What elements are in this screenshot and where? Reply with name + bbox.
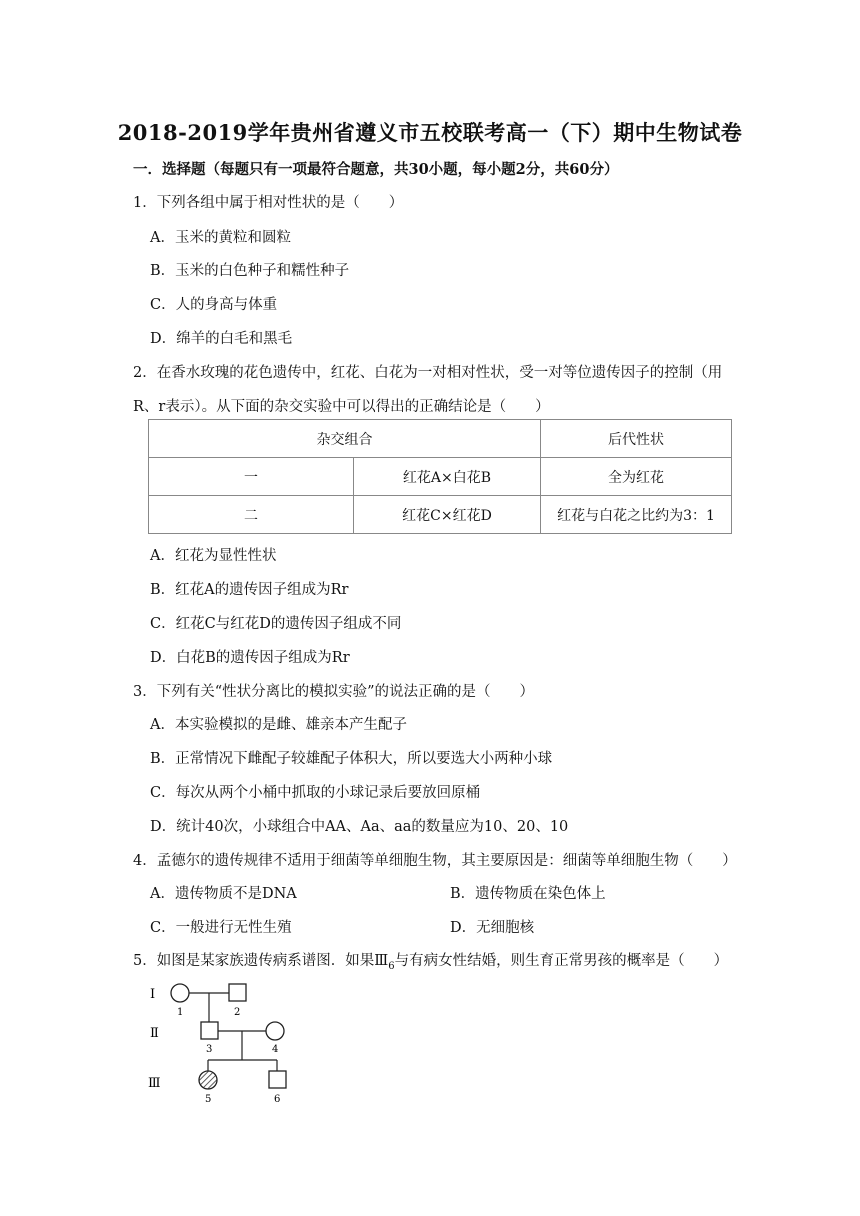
question-3-option-b: B．正常情况下雌配子较雄配子体积大，所以要选大小两种小球	[150, 751, 553, 767]
question-1-option-b: B．玉米的白色种子和糯性种子	[150, 263, 350, 279]
label-6: 6	[274, 1094, 281, 1105]
section-heading: 一．选择题（每题只有一项最符合题意，共30小题，每小题2分，共60分）	[133, 161, 619, 178]
individual-3-male	[201, 1022, 218, 1039]
question-4-option-d: D．无细胞核	[450, 920, 535, 936]
question-1-option-d: D．绵羊的白毛和黑毛	[150, 331, 293, 347]
question-4-stem: 4．孟德尔的遗传规律不适用于细菌等单细胞生物，其主要原因是：细菌等单细胞生物（ ）	[133, 853, 737, 869]
question-2-stem-line1: 2．在香水玫瑰的花色遗传中，红花、白花为一对相对性状，受一对等位遗传因子的控制（用	[133, 365, 723, 381]
question-4-option-c: C．一般进行无性生殖	[150, 920, 292, 936]
question-5-stem-b: 与有病女性结婚，则生育正常男孩的概率是（ ）	[394, 953, 729, 969]
question-3-stem: 3．下列有关“性状分离比的模拟实验”的说法正确的是（ ）	[133, 684, 535, 700]
generation-label-3: Ⅲ	[148, 1076, 161, 1091]
pedigree-diagram	[140, 975, 330, 1115]
individual-4-female	[266, 1022, 284, 1040]
table-row	[149, 458, 732, 496]
cross-table	[148, 419, 732, 534]
individual-2-male	[229, 984, 246, 1001]
label-4: 4	[272, 1044, 279, 1055]
question-5-stem-sub: 6	[388, 960, 395, 972]
question-5-stem	[133, 949, 728, 972]
question-2-option-b: B．红花A的遗传因子组成为Rr	[150, 582, 349, 598]
table-row	[149, 496, 732, 534]
question-3-option-d: D．统计40次，小球组合中AA、Aa、aa的数量应为10、20、10	[150, 819, 569, 835]
question-1-option-c: C．人的身高与体重	[150, 297, 278, 313]
label-2: 2	[234, 1007, 241, 1018]
question-1-stem: 1．下列各组中属于相对性状的是（ ）	[133, 195, 404, 211]
question-2-option-a: A．红花为显性性状	[150, 548, 277, 564]
row-2-id: 二	[149, 496, 354, 534]
question-4-option-a: A．遗传物质不是DNA	[150, 886, 297, 902]
row-2-result: 红花与白花之比约为3：1	[541, 496, 732, 534]
label-3: 3	[206, 1044, 213, 1055]
row-2-cross: 红花C×红花D	[354, 496, 541, 534]
question-1-option-a: A．玉米的黄粒和圆粒	[150, 230, 291, 246]
generation-label-1: Ⅰ	[150, 987, 156, 1002]
individual-1-female	[171, 984, 189, 1002]
question-4-option-b: B．遗传物质在染色体上	[450, 886, 606, 902]
question-5-stem-a: 5．如图是某家族遗传病系谱图．如果Ⅲ	[133, 953, 389, 969]
row-1-cross: 红花A×白花B	[354, 458, 541, 496]
label-5: 5	[205, 1094, 212, 1105]
individual-5-affected-female	[199, 1071, 217, 1089]
header-result: 后代性状	[541, 420, 732, 458]
page-title: 2018-2019学年贵州省遵义市五校联考高一（下）期中生物试卷	[117, 120, 743, 145]
question-3-option-c: C．每次从两个小桶中抓取的小球记录后要放回原桶	[150, 785, 481, 801]
header-cross: 杂交组合	[149, 420, 541, 458]
question-2-stem-line2: R、r表示）。从下面的杂交实验中可以得出的正确结论是（ ）	[133, 399, 550, 415]
generation-label-2: Ⅱ	[150, 1026, 159, 1041]
table-header-row	[149, 420, 732, 458]
question-2-option-d: D．白花B的遗传因子组成为Rr	[150, 650, 350, 666]
row-1-id: 一	[149, 458, 354, 496]
question-3-option-a: A．本实验模拟的是雌、雄亲本产生配子	[150, 717, 407, 733]
row-1-result: 全为红花	[541, 458, 732, 496]
label-1: 1	[177, 1007, 184, 1018]
question-2-option-c: C．红花C与红花D的遗传因子组成不同	[150, 616, 402, 632]
individual-6-male	[269, 1071, 286, 1088]
